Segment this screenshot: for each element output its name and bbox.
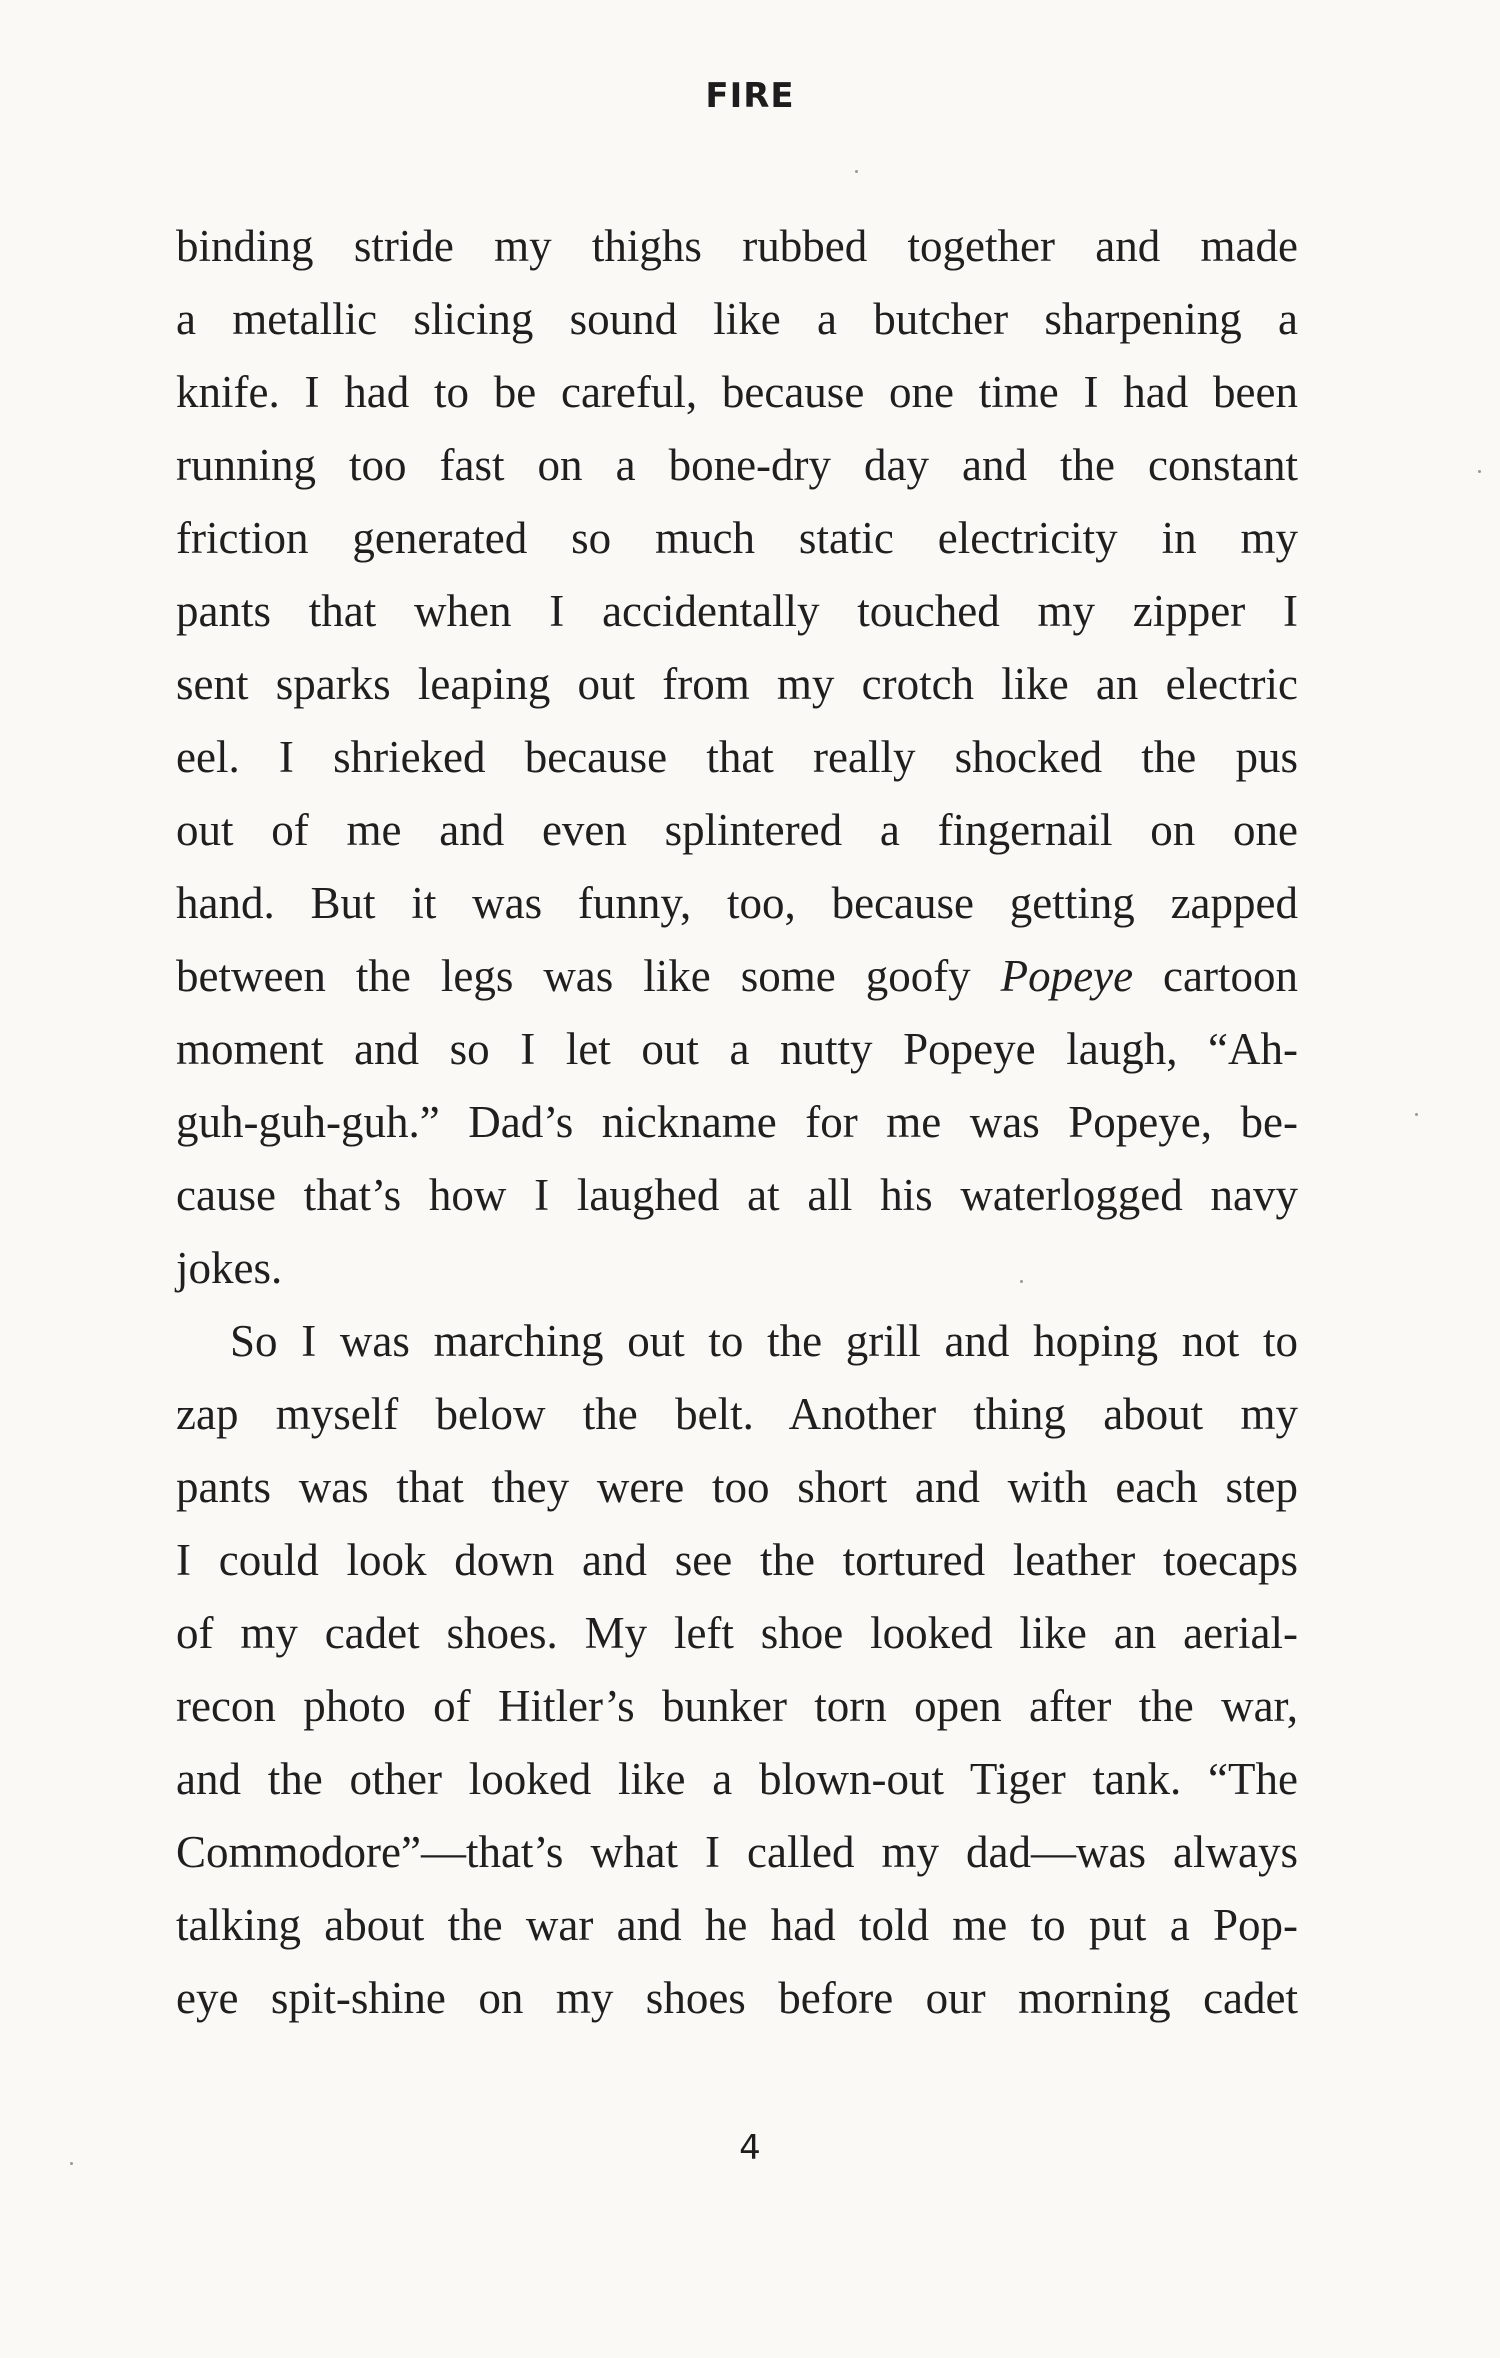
- text-line: recon photo of Hitler’s bunker torn open after the war,: [176, 1681, 1298, 1731]
- text-line: and the other looked like a blown-out Tiger tank. “The: [176, 1754, 1298, 1804]
- paper-speck: [1478, 470, 1481, 473]
- text-line: pants that when I accidentally touched my zipper I: [176, 586, 1298, 636]
- text-line: eel. I shrieked because that really shocked the pus: [176, 732, 1298, 782]
- text-line: of my cadet shoes. My left shoe looked like an aerial-: [176, 1608, 1298, 1658]
- paper-speck: [1020, 1280, 1023, 1283]
- paragraph-2: [176, 1305, 1298, 2035]
- paper-speck: [70, 2162, 73, 2165]
- text-line: a metallic slicing sound like a butcher sharpening a: [176, 294, 1298, 344]
- text-line: jokes.: [176, 1243, 283, 1293]
- text-line: eye spit-shine on my shoes before our morning cadet: [176, 1973, 1298, 2023]
- text-line: friction generated so much static electricity in my: [176, 513, 1298, 563]
- text-line: cause that’s how I laughed at all his waterlogged navy: [176, 1170, 1298, 1220]
- text-line: So I was marching out to the grill and hoping not to: [230, 1316, 1298, 1366]
- italic-title: Popeye: [1000, 951, 1134, 1001]
- text-line: Commodore”—that’s what I called my dad—was always: [176, 1827, 1298, 1877]
- text-line: knife. I had to be careful, because one time I had been: [176, 367, 1298, 417]
- text-line: sent sparks leaping out from my crotch like an electric: [176, 659, 1298, 709]
- body-text: [176, 210, 1298, 2035]
- text-line: binding stride my thighs rubbed together and made: [176, 221, 1298, 271]
- text-line: running too fast on a bone-dry day and the constant: [176, 440, 1298, 490]
- text-line: out of me and even splintered a fingernail on one: [176, 805, 1298, 855]
- text-line: hand. But it was funny, too, because getting zapped: [176, 878, 1298, 928]
- text-line: I could look down and see the tortured leather toecaps: [176, 1535, 1298, 1585]
- text-line: guh-guh-guh.” Dad’s nickname for me was Popeye, be-: [176, 1097, 1298, 1147]
- paper-speck: [855, 170, 858, 173]
- text-line: pants was that they were too short and with each step: [176, 1462, 1298, 1512]
- paper-speck: [1415, 1113, 1418, 1116]
- text-line: talking about the war and he had told me to put a Pop-: [176, 1900, 1298, 1950]
- text-line: between the legs was like some goofy Popeye cartoon: [176, 951, 1298, 1001]
- running-head: FIRE: [705, 76, 795, 116]
- text-line: moment and so I let out a nutty Popeye laugh, “Ah-: [176, 1024, 1298, 1074]
- text-line: zap myself below the belt. Another thing about my: [176, 1389, 1298, 1439]
- page-number: 4: [739, 2128, 761, 2168]
- paragraph-1: [176, 210, 1298, 1305]
